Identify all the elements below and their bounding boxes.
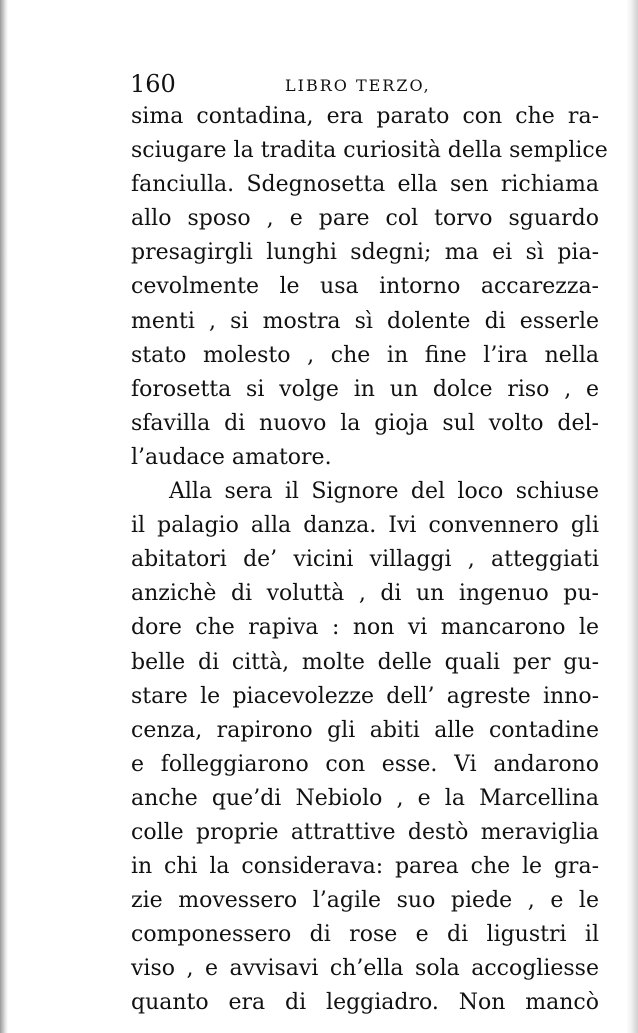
text-line: dore che rapiva : non vi mancarono le xyxy=(131,615,599,641)
text-line: sfavilla di nuovo la gioja sul volto del- xyxy=(131,410,599,436)
text-line: stare le piacevolezze dell’ agreste inno- xyxy=(131,683,599,709)
page-header xyxy=(130,70,600,100)
text-line: fanciulla. Sdegnosetta ella sen richiama xyxy=(131,172,599,198)
page-number: 160 xyxy=(130,70,176,98)
page-binding-shadow-right xyxy=(626,0,638,1033)
text-line: belle di città, molte delle quali per gu- xyxy=(131,649,599,675)
text-line-paragraph-end: l’audace amatore. xyxy=(131,444,332,470)
text-line: zie movessero l’agile suo piede , e le xyxy=(131,888,599,914)
page-binding-shadow-left xyxy=(0,0,8,1033)
text-line: menti , si mostra sì dolente di esserle xyxy=(131,308,599,334)
text-line-paragraph-start: Alla sera il Signore del loco schiuse xyxy=(169,479,599,505)
text-line: cevolmente le usa intorno accarezza- xyxy=(131,274,599,300)
body-text xyxy=(131,100,608,1021)
text-line: e folleggiarono con esse. Vi andarono xyxy=(131,751,599,777)
text-line: anzichè di voluttà , di un ingenuo pu- xyxy=(131,581,599,607)
text-line: viso , e avvisavi ch’ella sola accogliesse xyxy=(131,956,599,982)
text-line: quanto era di leggiadro. Non mancò xyxy=(131,990,599,1016)
text-line: cenza, rapirono gli abiti alle contadine xyxy=(131,717,599,743)
text-line: abitatori de’ vicini villaggi , atteggiati xyxy=(131,547,599,573)
text-line: allo sposo , e pare col torvo sguardo xyxy=(131,206,599,232)
text-line: stato molesto , che in fine l’ira nella xyxy=(131,342,599,368)
text-line: il palagio alla danza. Ivi convennero gli xyxy=(131,513,599,539)
text-line: anche que’di Nebiolo , e la Marcellina xyxy=(131,785,599,811)
text-line: sima contadina, era parato con che ra- xyxy=(131,104,599,129)
text-line: colle proprie attrattive destò meraviglia xyxy=(131,819,599,845)
running-head: LIBRO TERZO, xyxy=(285,76,431,95)
text-line: presagirgli lunghi sdegni; ma ei sì pia- xyxy=(131,240,599,266)
text-line: in chi la considerava: parea che le gra- xyxy=(131,854,599,880)
text-line: sciugare la tradita curiosità della semplice xyxy=(131,138,608,164)
text-line: forosetta si volge in un dolce riso , e xyxy=(131,376,599,402)
text-line: componessero di rose e di ligustri il xyxy=(131,922,599,948)
